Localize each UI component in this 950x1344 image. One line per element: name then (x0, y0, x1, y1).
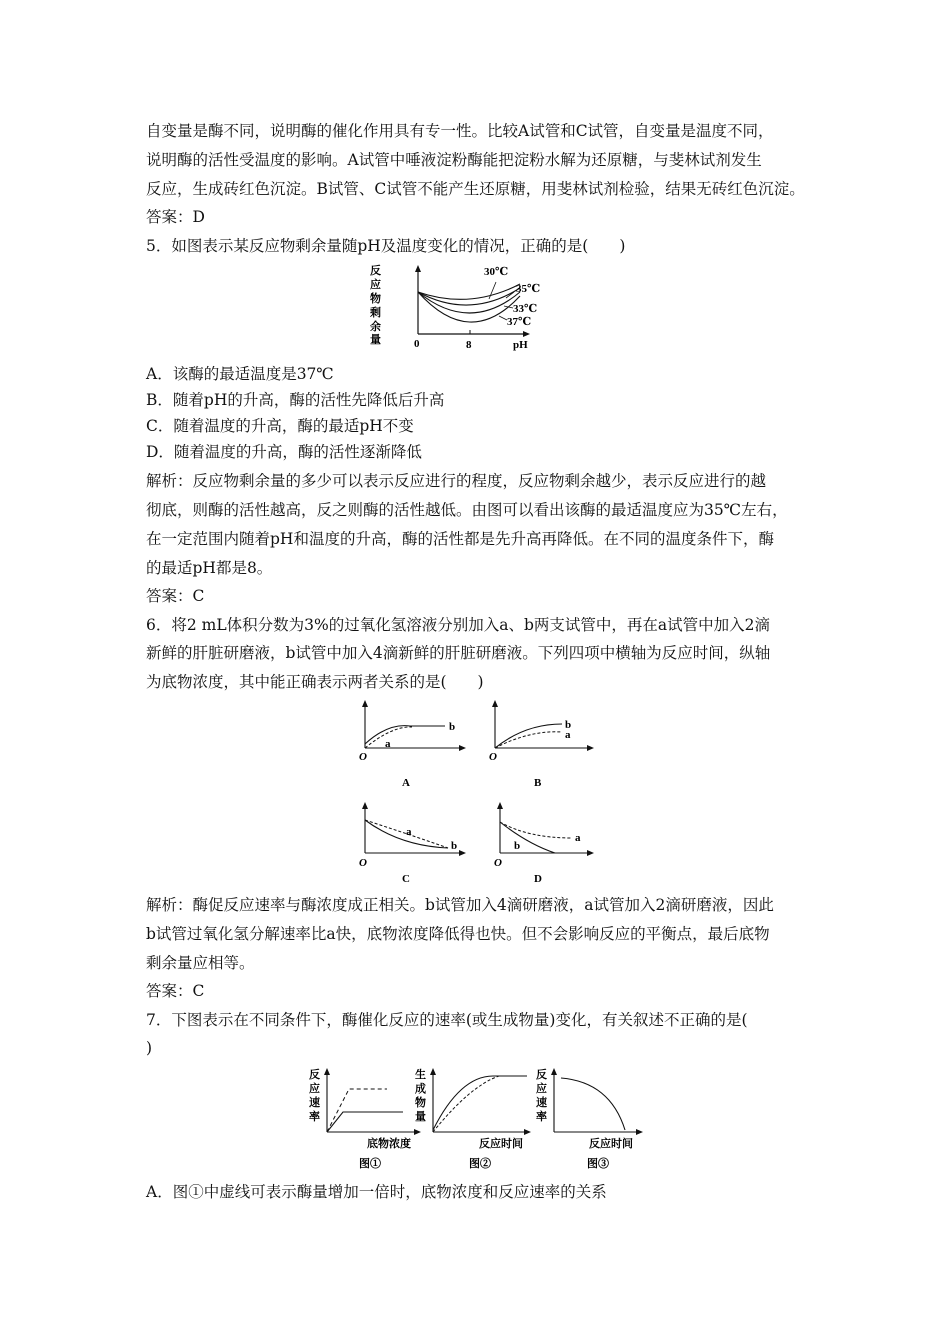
q7-g2-ylabel-char: 成 (415, 1083, 426, 1095)
q5-option-d: D．随着温度的升高，酶的活性逐渐降低 (146, 443, 422, 461)
q6-a-label-a: a (385, 738, 391, 750)
q6-c-label-a: a (406, 826, 412, 838)
q6-c-label-b: b (451, 840, 458, 852)
q6-b-letter: B (534, 777, 542, 789)
q7-g2-solid (433, 1076, 527, 1130)
q5-y-arrow (415, 265, 421, 272)
q7-g1-ylabel-char: 应 (309, 1083, 320, 1095)
q6-panel-d (494, 802, 594, 885)
q5-option-a: A．该酶的最适温度是37℃ (146, 365, 334, 383)
q6-b-label-b: b (565, 719, 572, 731)
q5-ph-temperature-graph (368, 262, 548, 354)
q6-panel-b (489, 700, 594, 789)
q6-b-origin: O (489, 751, 497, 763)
q5-analysis-1: 解析：反应物剩余量的多少可以表示反应进行的程度，反应物剩余越少，表示反应进行的越 (146, 472, 767, 490)
q5-ylabel-char: 应 (370, 279, 381, 291)
q6-stem-3: 为底物浓度，其中能正确表示两者关系的是( ) (146, 673, 484, 691)
intro-line-3: 反应，生成砖红色沉淀。B试管、C试管不能产生还原糖，用斐林试剂检验，结果无砖红色沉淀。 (146, 180, 805, 198)
q7-three-graphs (305, 1064, 650, 1178)
q6-a-label-b: b (449, 721, 456, 733)
q7-g3-ylabel-char: 率 (536, 1111, 547, 1123)
q6-d-label-b: b (514, 840, 521, 852)
q7-g3-ylabel-char: 速 (536, 1097, 547, 1109)
q5-analysis-4: 的最适pH都是8。 (146, 559, 273, 577)
intro-line-1: 自变量是酶不同，说明酶的催化作用具有专一性。比较A试管和C试管，自变量是温度不同， (146, 122, 774, 140)
q6-b-label-a: a (565, 729, 571, 741)
q6-a-letter: A (402, 777, 410, 789)
q7-g1-caption: 图① (359, 1158, 381, 1170)
q6-d-curve-b (500, 822, 555, 853)
q5-stem: 5．如图表示某反应物剩余量随pH及温度变化的情况，正确的是( ) (146, 237, 626, 255)
q7-g3-ylabel-char: 反 (536, 1069, 547, 1081)
q7-g2-dashed (433, 1076, 499, 1132)
q6-stem-1: 6．将2 mL体积分数为3%的过氧化氢溶液分别加入a、b两支试管中，再在a试管中加入2滴 (146, 616, 770, 634)
q5-ylabel-char: 物 (370, 293, 381, 305)
q7-g3-caption: 图③ (587, 1158, 609, 1170)
q7-option-a: A．图①中虚线可表示酶量增加一倍时，底物浓度和反应速率的关系 (146, 1183, 607, 1201)
q6-c-origin: O (359, 857, 367, 869)
q5-origin: 0 (414, 338, 420, 350)
q5-x-arrow (523, 331, 530, 337)
q7-g3-curve (561, 1078, 625, 1130)
q5-ylabel-char: 剩 (370, 307, 381, 319)
q6-panel-a (359, 700, 466, 789)
q7-stem-1: 7．下图表示在不同条件下，酶催化反应的速率(或生成物量)变化，有关叙述不正确的是( (146, 1011, 748, 1029)
q5-label-30c: 30℃ (484, 266, 509, 278)
q6-analysis-2: b试管过氧化氢分解速率比a快，底物浓度降低得也快。但不会影响反应的平衡点，最后底物 (146, 925, 770, 943)
q7-g1-ylabel-char: 反 (309, 1069, 320, 1081)
q5-label-37c: 37℃ (507, 316, 532, 328)
q6-stem-2: 新鲜的肝脏研磨液，b试管中加入4滴新鲜的肝脏研磨液。下列四项中横轴为反应时间，纵轴 (146, 644, 771, 662)
q5-ylabel-char: 反 (370, 265, 381, 277)
q7-graph-2 (415, 1067, 531, 1170)
q7-g1-dashed (327, 1089, 387, 1132)
q7-graph-1 (309, 1067, 421, 1170)
q5-leader (499, 316, 507, 320)
q7-g1-xlabel: 底物浓度 (367, 1138, 411, 1150)
q5-answer: 答案：C (146, 587, 205, 605)
q5-analysis-2: 彻底，则酶的活性越高，反之则酶的活性越低。由图可以看出该酶的最适温度应为35℃左右， (146, 501, 788, 519)
q6-a-curve-b (365, 726, 445, 744)
q5-label-33c: 33℃ (513, 303, 538, 315)
answer-4: 答案：D (146, 208, 205, 226)
q7-g2-ylabel-char: 生 (415, 1069, 426, 1081)
q6-b-curve-b (495, 724, 562, 748)
q5-label-35c: 35℃ (516, 283, 541, 295)
q6-c-letter: C (402, 873, 410, 885)
q7-g1-solid (327, 1112, 403, 1132)
q6-analysis-3: 剩余量应相等。 (146, 954, 255, 972)
q6-d-letter: D (534, 873, 542, 885)
q5-analysis-3: 在一定范围内随着pH和温度的升高，酶的活性都是先升高再降低。在不同的温度条件下，酶 (146, 530, 774, 548)
q5-ylabel-char: 余 (370, 321, 381, 333)
q7-g1-ylabel-char: 速 (309, 1097, 320, 1109)
q7-g1-ylabel-char: 率 (309, 1111, 320, 1123)
q6-d-label-a: a (575, 832, 581, 844)
q5-leader (489, 282, 496, 299)
q7-stem-2: ) (146, 1039, 153, 1057)
q6-d-origin: O (494, 857, 502, 869)
q5-xlabel: pH (513, 339, 528, 351)
q6-a-origin: O (359, 751, 367, 763)
intro-line-2: 说明酶的活性受温度的影响。A试管中唾液淀粉酶能把淀粉水解为还原糖，与斐林试剂发生 (146, 151, 762, 169)
q5-option-b: B．随着pH的升高，酶的活性先降低后升高 (146, 391, 445, 409)
q7-graph-3 (536, 1067, 643, 1170)
q5-curve-30c (418, 284, 520, 299)
q6-panel-c (359, 802, 466, 885)
q7-g2-ylabel-char: 物 (415, 1097, 426, 1109)
q6-answer: 答案：C (146, 982, 205, 1000)
q5-tick-label-8: 8 (466, 339, 472, 351)
q5-option-c: C．随着温度的升高，酶的最适pH不变 (146, 417, 414, 435)
q7-g3-ylabel-char: 应 (536, 1083, 547, 1095)
q7-g2-xlabel: 反应时间 (479, 1138, 523, 1150)
q5-ylabel-char: 量 (370, 334, 381, 346)
q7-g2-caption: 图② (469, 1158, 491, 1170)
q6-b-curve-a (495, 732, 562, 748)
q7-g3-xlabel: 反应时间 (589, 1138, 633, 1150)
q6-analysis-1: 解析：酶促反应速率与酶浓度成正相关。b试管加入4滴研磨液，a试管加入2滴研磨液，因此 (146, 896, 774, 914)
q7-g2-ylabel-char: 量 (415, 1111, 426, 1123)
q6-four-graphs (350, 696, 610, 888)
